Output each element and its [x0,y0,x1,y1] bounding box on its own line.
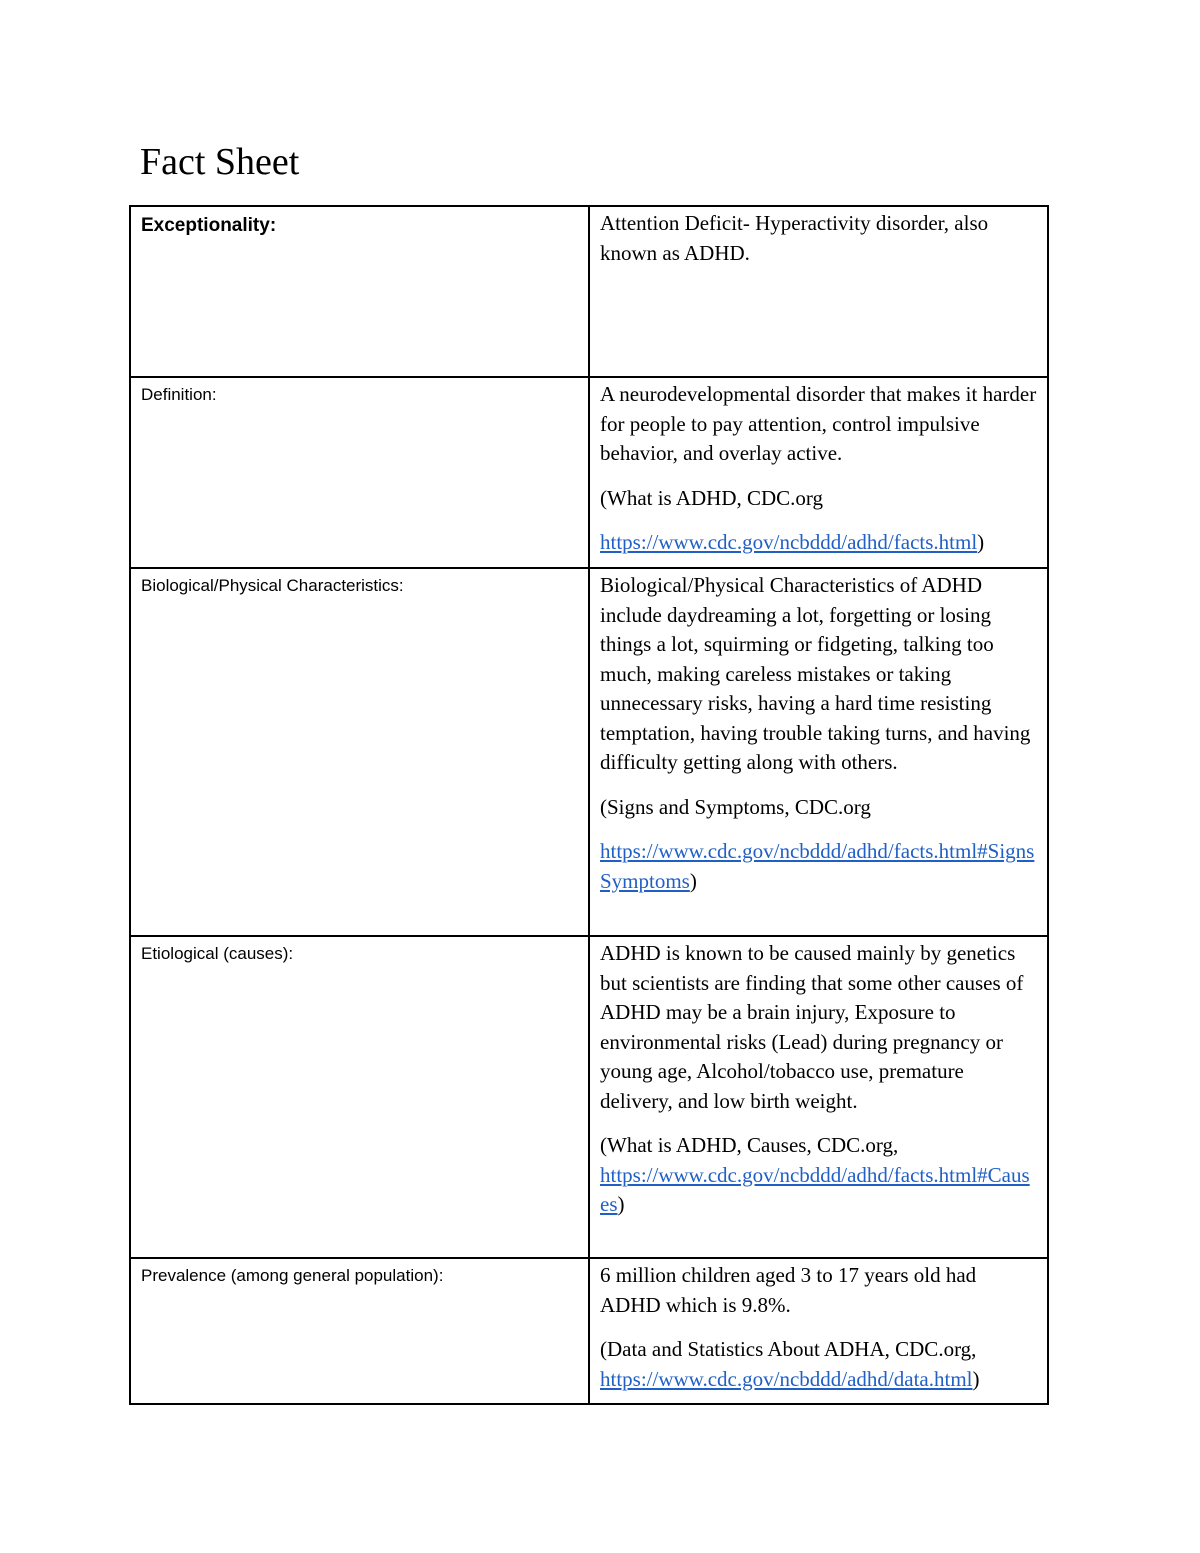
label-cell [130,377,589,568]
value-cell [589,936,1048,1258]
exceptionality-label: Exceptionality: [141,215,277,236]
biological-link-line [600,837,1037,896]
page-title: Fact Sheet [140,141,300,183]
label-cell [130,568,589,936]
biological-link[interactable]: https://www.cdc.gov/ncbddd/adhd/facts.html#SignsSymptoms [600,839,1035,893]
table-row-exceptionality [130,206,1048,377]
value-cell [589,568,1048,936]
definition-link-line [600,528,1037,558]
prevalence-text: 6 million children aged 3 to 17 years old had ADHD which is 9.8%. [600,1263,977,1317]
exceptionality-text: Attention Deficit- Hyperactivity disorder, also known as ADHD. [600,211,989,265]
etiological-citation-block [600,1131,1037,1220]
etiological-link[interactable]: https://www.cdc.gov/ncbddd/adhd/facts.html#Causes [600,1162,1030,1216]
table-row-definition [130,377,1048,568]
definition-label: Definition: [141,385,217,404]
prevalence-link[interactable]: https://www.cdc.gov/ncbddd/adhd/data.html [600,1366,973,1391]
fact-table [129,205,1049,1405]
biological-link-suffix: ) [689,868,697,893]
prevalence-citation-block [600,1335,1037,1394]
prevalence-label: Prevalence (among general population): [141,1266,444,1285]
etiological-link-suffix: ) [617,1192,625,1216]
value-cell [589,1258,1048,1404]
definition-link-suffix: ) [977,530,985,554]
etiological-text: ADHD is known to be caused mainly by genetics but scientists are finding that some other causes of ADHD may be a brain injury, Exposure to environmental risks (Lead) during pregnancy or young age, Alcohol/tobacco use, premature delivery, and low birth weight. [600,941,1024,1113]
biological-text: Biological/Physical Characteristics of ADHD include daydreaming a lot, forgetting or losing things a lot, squirming or fidgeting, talking too much, making careless mistakes or taking unnecessary risks, having a hard time resisting temptation, having trouble taking turns, and having difficulty getting along with others. [600,573,1031,774]
label-cell [130,1258,589,1404]
table-row-biological [130,568,1048,936]
biological-citation: (Signs and Symptoms, CDC.org [600,794,871,819]
etiological-label: Etiological (causes): [141,944,294,963]
prevalence-citation: (Data and Statistics About ADHA, CDC.org, [600,1337,977,1361]
value-cell [589,377,1048,568]
definition-citation: (What is ADHD, CDC.org [600,485,824,510]
label-cell [130,206,589,377]
definition-text: A neurodevelopmental disorder that makes it harder for people to pay attention, control impulsive behavior, and overlay active. [600,382,1037,465]
table-row-etiological [130,936,1048,1258]
label-cell [130,936,589,1258]
prevalence-link-suffix: ) [972,1366,980,1391]
definition-link[interactable]: https://www.cdc.gov/ncbddd/adhd/facts.html [600,530,978,554]
biological-label: Biological/Physical Characteristics: [141,576,404,595]
value-cell [589,206,1048,377]
etiological-citation: (What is ADHD, Causes, CDC.org, [600,1133,899,1157]
table-row-prevalence [130,1258,1048,1404]
